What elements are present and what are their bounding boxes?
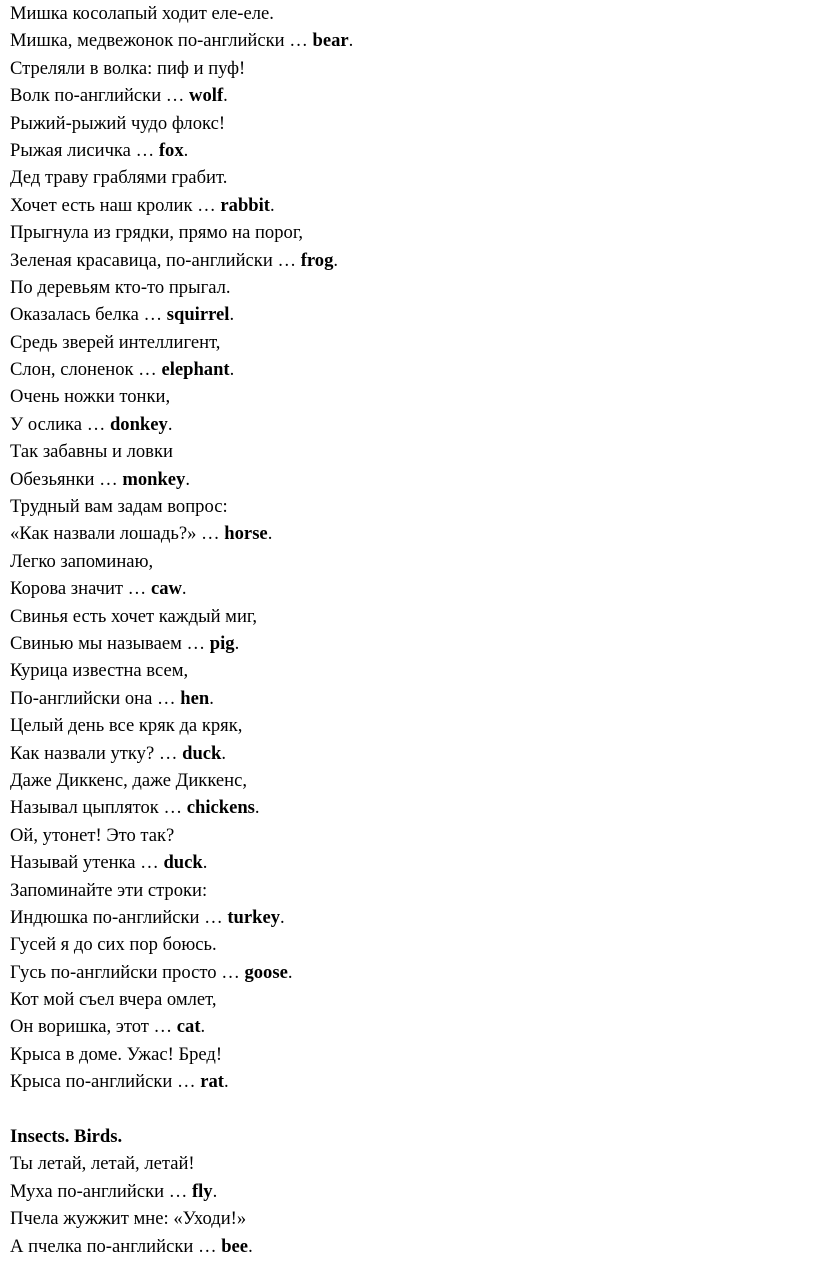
line-text: Зеленая красавица, по-английски … <box>10 249 301 271</box>
answer-word: duck <box>182 742 222 764</box>
line-punctuation: . <box>248 1235 253 1257</box>
answer-word: frog <box>300 249 334 271</box>
text-line <box>10 219 816 246</box>
line-text: Свинья есть хочет каждый миг, <box>10 605 258 627</box>
text-line <box>10 685 816 712</box>
answer-word: cat <box>176 1016 201 1038</box>
line-text: Гусей я до сих пор боюсь. <box>10 934 217 956</box>
line-text: Крыса по-английски … <box>10 1071 201 1093</box>
text-line <box>10 192 816 219</box>
text-line <box>10 247 816 274</box>
line-text: Он воришка, этот … <box>10 1016 177 1038</box>
answer-word: monkey <box>122 468 186 490</box>
line-punctuation: . <box>185 468 191 490</box>
line-text: Как назвали утку? … <box>10 742 183 764</box>
line-text: Рыжая лисичка … <box>10 139 159 161</box>
line-text: Мишка, медвежонок по-английски … <box>10 30 313 52</box>
answer-word: bear <box>312 30 349 52</box>
line-text: Обезьянки … <box>10 468 123 490</box>
text-line <box>10 740 816 767</box>
line-punctuation: . <box>267 523 273 545</box>
line-text: Целый день все кряк да кряк, <box>10 715 243 737</box>
line-text: Средь зверей интеллигент, <box>10 331 221 353</box>
text-line <box>10 1013 816 1040</box>
line-text: Трудный вам задам вопрос: <box>10 496 228 518</box>
text-line <box>10 822 816 849</box>
text-line <box>10 356 816 383</box>
line-text: Муха по-английски … <box>10 1180 192 1202</box>
text-line <box>10 986 816 1013</box>
line-text: Так забавны и ловки <box>10 441 173 463</box>
line-text: Ой, утонет! Это так? <box>10 824 175 846</box>
text-line <box>10 0 816 27</box>
text-line <box>10 438 816 465</box>
line-text: Очень ножки тонки, <box>10 386 171 408</box>
line-punctuation: . <box>221 742 227 764</box>
text-line <box>10 1178 816 1205</box>
line-text: Называй утенка … <box>10 852 164 874</box>
line-text: «Как назвали лошадь?» … <box>10 523 225 545</box>
text-line <box>10 383 816 410</box>
text-line <box>10 27 816 54</box>
line-punctuation: . <box>287 961 293 983</box>
answer-word: wolf <box>189 85 224 107</box>
text-line <box>10 548 816 575</box>
line-text: Прыгнула из грядки, прямо на порог, <box>10 222 303 244</box>
text-line <box>10 137 816 164</box>
text-line <box>10 1150 816 1177</box>
line-text: По-английски она … <box>10 687 181 709</box>
line-text: Волк по-английски … <box>10 85 190 107</box>
line-text: Рыжий-рыжий чудо флокс! <box>10 112 226 134</box>
text-line <box>10 877 816 904</box>
answer-word: squirrel <box>166 304 230 326</box>
answer-word: rabbit <box>220 194 270 216</box>
answer-word: turkey <box>227 906 281 928</box>
text-line <box>10 1041 816 1068</box>
line-text: Стреляли в волка: пиф и пуф! <box>10 57 246 79</box>
line-punctuation: . <box>209 687 214 709</box>
answer-word: duck <box>163 852 203 874</box>
line-text: Ты летай, летай, летай! <box>10 1153 195 1175</box>
text-line <box>10 274 816 301</box>
line-punctuation: . <box>229 304 235 326</box>
line-text: Пчела жужжит мне: «Уходи!» <box>10 1208 247 1230</box>
line-text: Слон, слоненок … <box>10 359 162 381</box>
line-text: Оказалась белка … <box>10 304 167 326</box>
text-line <box>10 767 816 794</box>
line-punctuation: . <box>223 85 228 107</box>
line-text: Свинью мы называем … <box>10 632 210 654</box>
answer-word: caw <box>150 578 182 600</box>
line-text: Курица известна всем, <box>10 660 189 682</box>
text-line <box>10 301 816 328</box>
text-line <box>10 959 816 986</box>
text-line <box>10 520 816 547</box>
text-line <box>10 466 816 493</box>
answer-word: horse <box>224 523 268 545</box>
line-text: Называл цыпляток … <box>10 797 187 819</box>
poem-block <box>10 0 816 1096</box>
line-punctuation: . <box>202 852 208 874</box>
text-line <box>10 630 816 657</box>
answer-word: bee <box>221 1235 249 1257</box>
answer-word: fox <box>158 139 184 161</box>
line-text: Индюшка по-английски … <box>10 906 228 928</box>
answer-word: pig <box>209 632 235 654</box>
section-heading: Insects. Birds. <box>10 1126 123 1148</box>
answer-word: elephant <box>161 359 230 381</box>
answer-word: donkey <box>109 413 168 435</box>
line-punctuation: . <box>234 632 240 654</box>
line-punctuation: . <box>212 1180 218 1202</box>
text-line <box>10 603 816 630</box>
line-text: Запоминайте эти строки: <box>10 879 208 901</box>
text-line <box>10 110 816 137</box>
text-line <box>10 1233 816 1260</box>
text-line <box>10 849 816 876</box>
line-text: Мишка косолапый ходит еле-еле. <box>10 3 274 24</box>
blank-line <box>10 1096 816 1123</box>
line-punctuation: . <box>181 578 187 600</box>
line-punctuation: . <box>167 413 173 435</box>
text-line <box>10 712 816 739</box>
line-text: По деревьям кто-то прыгал. <box>10 276 231 298</box>
line-text: Хочет есть наш кролик … <box>10 194 221 216</box>
line-punctuation: . <box>183 139 189 161</box>
line-text: Кот мой съел вчера омлет, <box>10 989 217 1011</box>
line-text: Корова значит … <box>10 578 151 600</box>
text-line <box>10 1205 816 1232</box>
text-line <box>10 904 816 931</box>
line-punctuation: . <box>223 1071 229 1093</box>
text-line <box>10 82 816 109</box>
line-punctuation: . <box>280 906 285 928</box>
text-line <box>10 1068 816 1095</box>
text-line <box>10 931 816 958</box>
section-block <box>10 1150 816 1260</box>
text-line <box>10 55 816 82</box>
line-text: У ослика … <box>10 413 110 435</box>
text-line <box>10 657 816 684</box>
text-line <box>10 411 816 438</box>
line-punctuation: . <box>269 194 275 216</box>
text-line <box>10 493 816 520</box>
line-text: Гусь по-английски просто … <box>10 961 245 983</box>
line-punctuation: . <box>333 249 339 271</box>
text-line <box>10 329 816 356</box>
line-text: Крыса в доме. Ужас! Бред! <box>10 1043 223 1065</box>
line-text: Легко запоминаю, <box>10 550 154 572</box>
line-punctuation: . <box>200 1016 206 1038</box>
answer-word: goose <box>244 961 288 983</box>
line-text: Дед траву граблями грабит. <box>10 167 228 189</box>
text-line <box>10 164 816 191</box>
line-punctuation: . <box>348 30 354 52</box>
answer-word: rat <box>200 1071 224 1093</box>
line-text: А пчелка по-английски … <box>10 1235 222 1257</box>
line-text: Даже Диккенс, даже Диккенс, <box>10 769 247 791</box>
line-punctuation: . <box>254 797 260 819</box>
answer-word: chickens <box>186 797 255 819</box>
line-punctuation: . <box>229 359 235 381</box>
answer-word: hen <box>180 687 210 709</box>
text-line <box>10 794 816 821</box>
text-line <box>10 575 816 602</box>
answer-word: fly <box>191 1180 213 1202</box>
